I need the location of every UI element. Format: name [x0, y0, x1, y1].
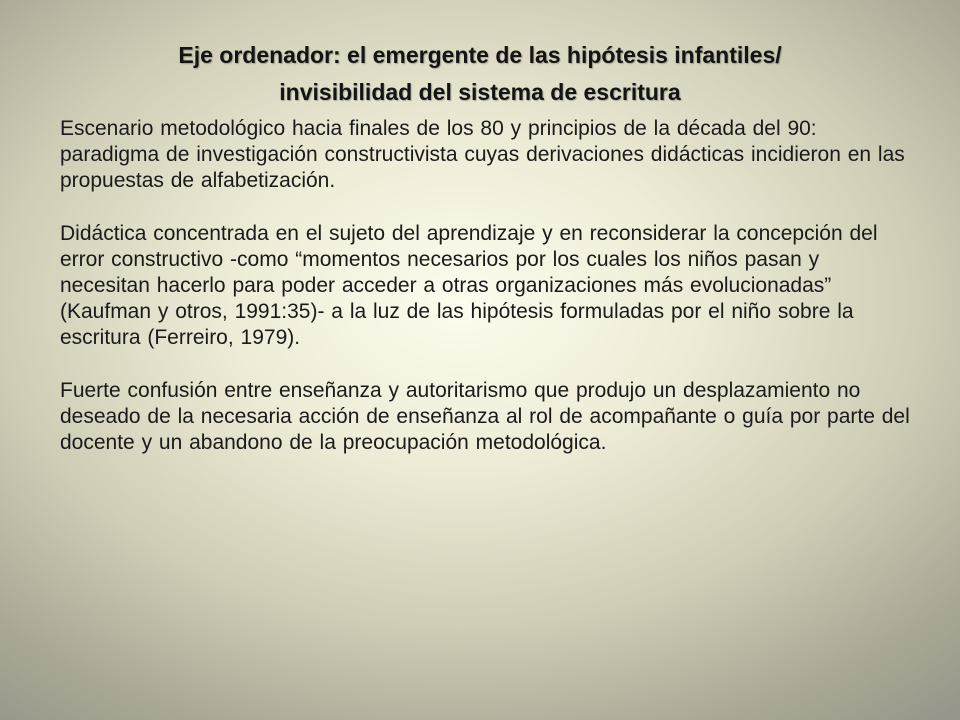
paragraph-didactics: Didáctica concentrada en el sujeto del aprendizaje y en reconsiderar la concepción del error constructivo -como “momentos necesarios por los cuales los niños pasan y necesitan hacerlo para poder acceder a otras organizaciones más evolucionadas” (Kaufman y otros, 1991:35)- a la luz de las hipótesis formuladas por el niño sobre la escritura (Ferreiro, 1979). — [60, 222, 878, 349]
slide-title — [60, 37, 900, 111]
slide-title-line-1: Eje ordenador: el emergente de las hipótesis infantiles/ — [178, 42, 782, 68]
paragraph-scenario: Escenario metodológico hacia finales de los 80 y principios de la década del 90: paradigma de investigación constructivista cuyas derivaciones didácticas incidieron en las propuestas de alfabetización. — [60, 117, 905, 192]
slide-title-line-2: invisibilidad del sistema de escritura — [279, 79, 681, 105]
slide-body — [60, 116, 910, 483]
paragraph-confusion: Fuerte confusión entre enseñanza y autoritarismo que produjo un desplazamiento no deseado de la necesaria acción de enseñanza al rol de acompañante o guía por parte del docente y un abandono de la preocupación metodológica. — [60, 379, 910, 454]
